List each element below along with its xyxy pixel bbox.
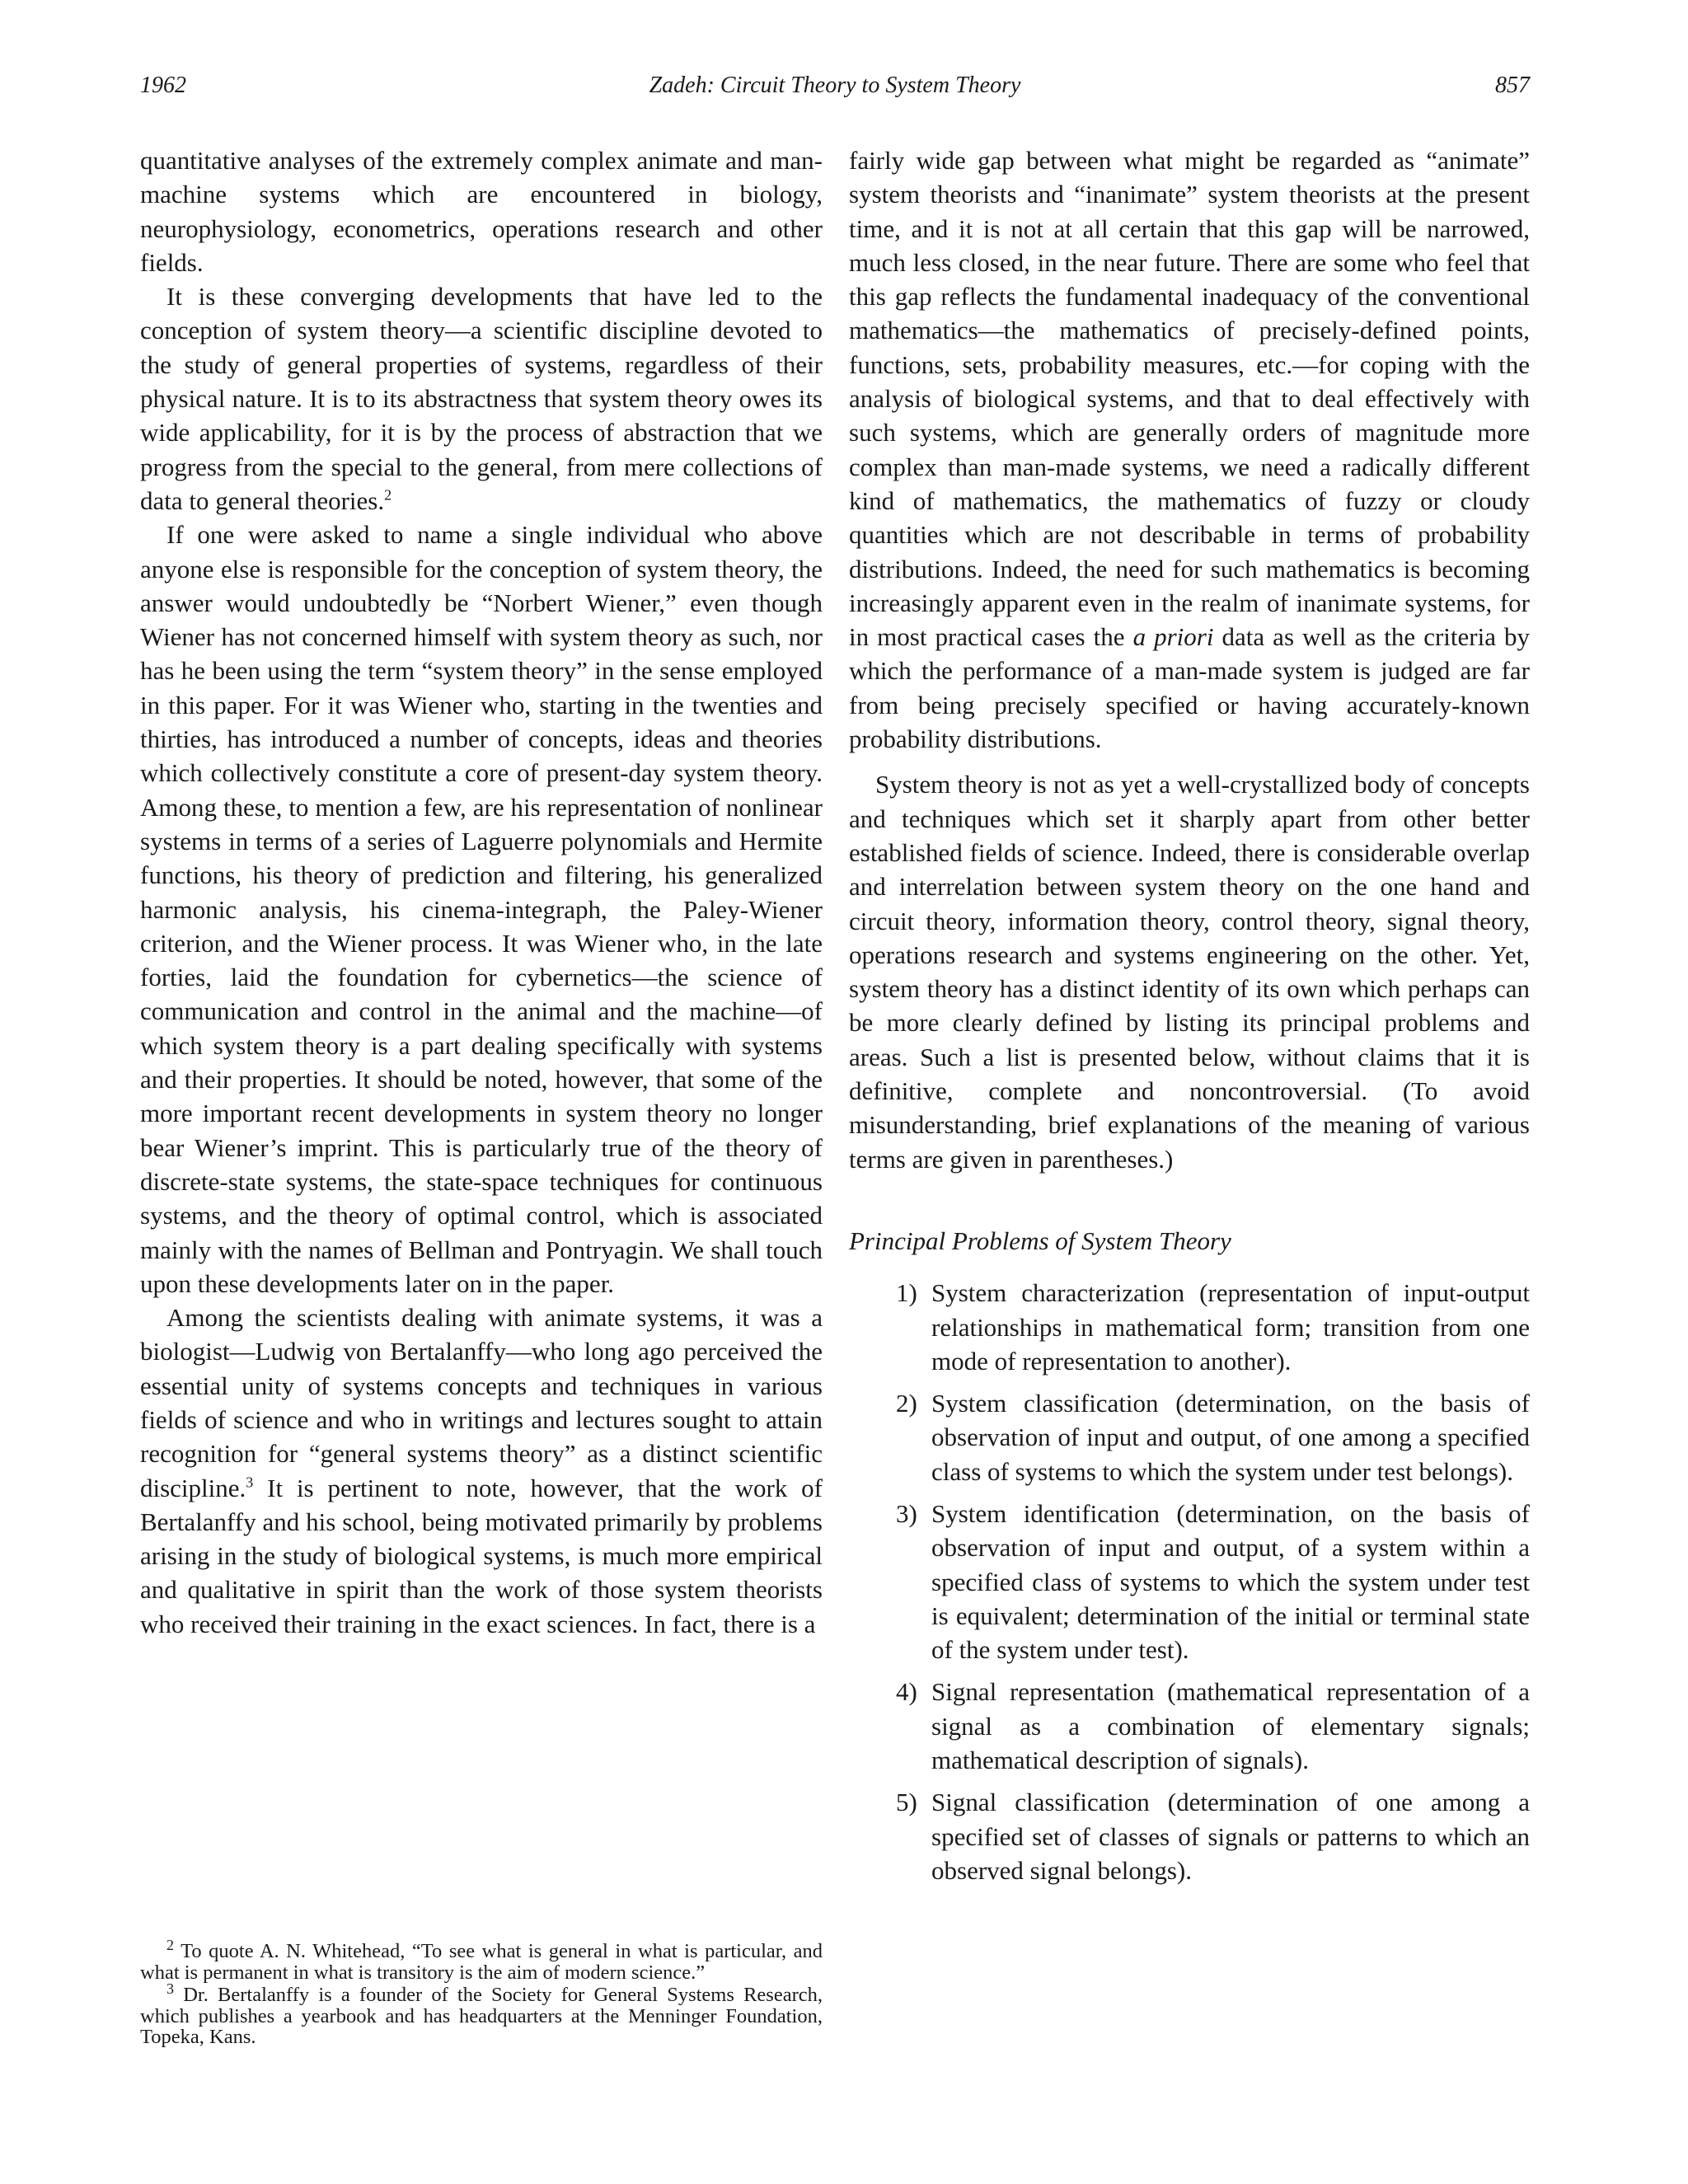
footnote-text: Dr. Bertalanffy is a founder of the Society for General Systems Research, which publishes a yearbook and has headquarters at the Menninger Foundation, Topeka, Kans. [140,1984,823,2048]
footnote [140,1936,823,1984]
footnote [140,1980,823,2048]
header-title: Zadeh: Circuit Theory to System Theory [649,73,1021,98]
paragraph [849,143,1530,756]
header-year: 1962 [140,73,186,98]
footnote-marker: 2 [166,1936,174,1953]
problems-list [849,1276,1530,1887]
footnote-ref: 3 [246,1474,254,1491]
list-item-text: System characterization (representation of input-output relationships in mathematical form; transition from one mode of representation to another). [931,1278,1530,1376]
list-number: 2) [896,1389,917,1418]
left-column [140,143,823,1641]
section-subheading: Principal Problems of System Theory [849,1226,1231,1255]
list-item [849,1675,1530,1777]
list-item [849,1386,1530,1488]
right-column [849,143,1530,1896]
list-item-text: Signal representation (mathematical representation of a signal as a combination of elementary signals; mathematical description of signals). [931,1677,1530,1775]
paragraph-text: data as well as the criteria by which the performance of a man-made system is judged are far from being precisely specified or having accurately-known probability distributions. [849,622,1531,754]
paragraph-text: Among the scientists dealing with animate systems, it was a biologist—Ludwig von Bertalanffy—who long ago perceived the essential unity of systems concepts and techniques in various fields of science and who in writings and lectures sought to attain recognition for “general systems theory” as a distinct scientific discipline. [140,1303,823,1502]
list-item [849,1497,1530,1666]
footnote-ref: 2 [384,486,392,504]
list-number: 4) [896,1677,917,1707]
paragraph [140,1301,823,1641]
list-item-text: System classification (determination, on the basis of observation of input and output, of one among a specified class of systems to which the system under test belongs). [931,1389,1530,1486]
list-item [849,1276,1530,1378]
page-number: 857 [1495,73,1530,98]
paragraph [140,279,823,518]
list-number: 5) [896,1788,917,1817]
list-item [849,1785,1530,1887]
list-number: 1) [896,1278,917,1308]
running-header [140,73,1530,114]
paragraph: quantitative analyses of the extremely complex animate and man-machine systems which are encountered in biology, neurophysiology, econometrics, operations research and other fields. [140,146,823,277]
footnote-marker: 3 [166,1980,174,1997]
list-item-text: Signal classification (determination of one among a specified set of classes of signals or patterns to which an observed signal belongs). [931,1788,1530,1885]
paragraph-text: fairly wide gap between what might be regarded as “animate” system theorists and “inanimate” system theorists at the present time, and it is not at all certain that this gap will be narrowed, much less closed, in the near future. There are some who feel that this gap reflects the fundamental inadequacy of the conventional mathematics—the mathematics of precisely-defined points, functions, sets, probability measures, etc.—for coping with the analysis of biological systems, and that to deal effectively with such systems, which are generally orders of magnitude more complex than man-made systems, we need a radically different kind of mathematics, the mathematics of fuzzy or cloudy quantities which are not describable in terms of probability distributions. Indeed, the need for such mathematics is becoming increasingly apparent even in the realm of inanimate systems, for in most practical cases the [849,146,1530,652]
paragraph: If one were asked to name a single individual who above anyone else is responsible for the conception of system theory, the answer would undoubtedly be “Norbert Wiener,” even though Wiener has not concerned himself with system theory as such, nor has he been using the term “system theory” in the sense employed in this paper. For it was Wiener who, starting in the twenties and thirties, has introduced a number of concepts, ideas and theories which collectively constitute a core of present-day system theory. Among these, to mention a few, are his representation of nonlinear systems in terms of a series of Laguerre polynomials and Hermite functions, his theory of prediction and filtering, his generalized harmonic analysis, his cinema-integraph, the Paley-Wiener criterion, and the Wiener process. It was Wiener who, in the late forties, laid the foundation for cybernetics—the science of communication and control in the animal and the machine—of which system theory is a part dealing specifically with systems and their properties. It should be noted, however, that some of the more important recent developments in system theory no longer bear Wiener’s imprint. This is particularly true of the theory of discrete-state systems, the state-space techniques for continuous systems, and the theory of optimal control, which is associated mainly with the names of Bellman and Pontryagin. We shall touch upon these developments later on in the paper. [140,520,823,1298]
paragraph-text: It is pertinent to note, however, that the work of Bertalanffy and his school, being motivated primarily by problems arising in the study of biological systems, is much more empirical and qualitative in spirit than the work of those system theorists who received their training in the exact sciences. In fact, there is a [140,1473,823,1638]
list-number: 3) [896,1498,917,1528]
italic-term: a priori [1132,622,1214,652]
footnote-text: To quote A. N. Whitehead, “To see what is general in what is particular, and what is permanent in what is transitory is the aim of modern science.” [140,1940,823,1984]
paragraph: System theory is not as yet a well-crystallized body of concepts and techniques which set it sharply apart from other better established fields of science. Indeed, there is considerable overlap and interrelation between system theory on the one hand and circuit theory, information theory, control theory, signal theory, operations research and systems engineering on the other. Yet, system theory has a distinct identity of its own which perhaps can be more clearly defined by listing its principal problems and areas. Such a list is presented below, without claims that it is definitive, complete and noncontroversial. (To avoid misunderstanding, brief explanations of the meaning of various terms are given in parentheses.) [849,770,1530,1174]
footnotes [140,1936,823,2050]
paragraph-text: It is these converging developments that have led to the conception of system theory—a scientific discipline devoted to the study of general properties of systems, regardless of their physical nature. It is to its abstractness that system theory owes its wide applicability, for it is by the process of abstraction that we progress from the special to the general, from mere collections of data to general theories. [140,282,823,515]
list-item-text: System identification (determination, on the basis of observation of input and output, of a system within a specified class of systems to which the system under test is equivalent; determination of the initial or terminal state of the system under test). [931,1498,1530,1665]
